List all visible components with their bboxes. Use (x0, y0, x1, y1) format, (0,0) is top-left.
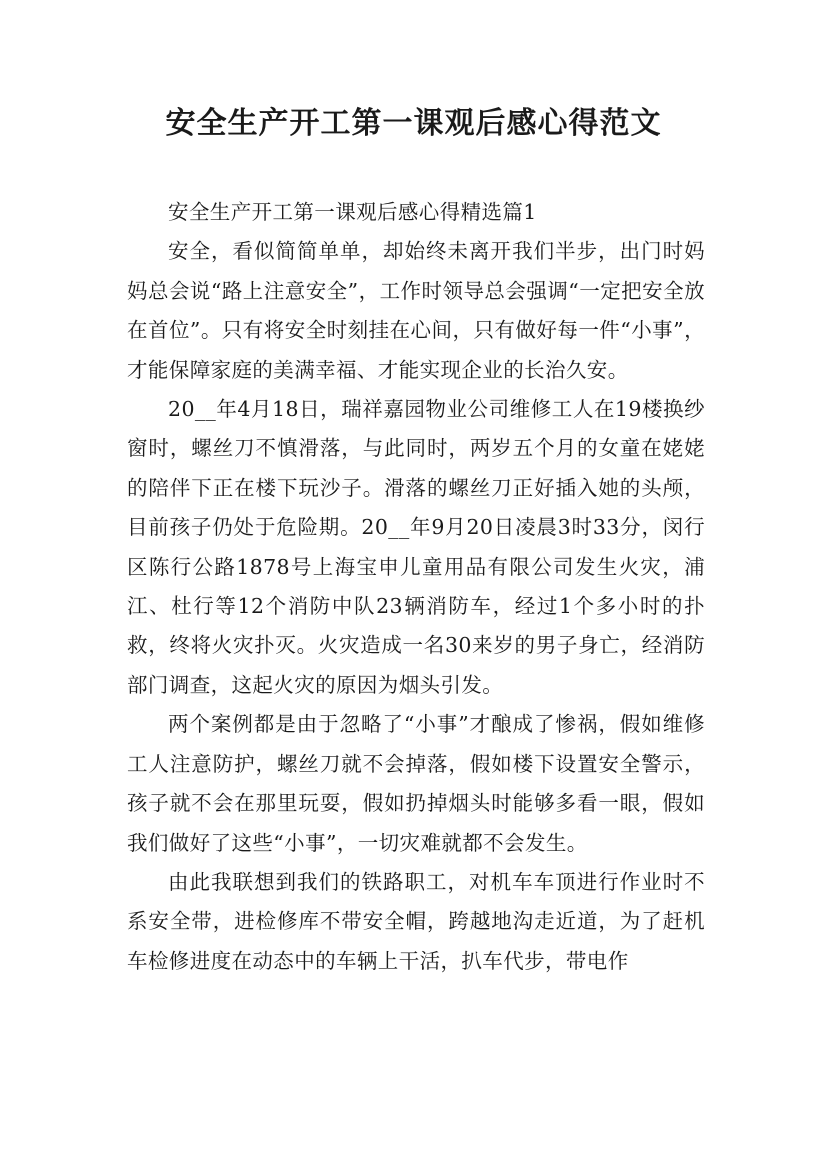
paragraph-2: 20__年4月18日，瑞祥嘉园物业公司维修工人在19楼换纱窗时，螺丝刀不慎滑落，与此同时，两岁五个月的女童在姥姥的陪伴下正在楼下玩沙子。滑落的螺丝刀正好插入她的头颅，目前孩子仍处于危险期。20__年9月20日凌晨3时33分，闵行区陈行公路1878号上海宝申儿童用品有限公司发生火灾，浦江、杜行等12个消防中队23辆消防车，经过1个多小时的扑救，终将火灾扑灭。火灾造成一名30来岁的男子身亡，经消防部门调查，这起火灾的原因为烟头引发。 (127, 397, 705, 697)
document-title: 安全生产开工第一课观后感心得范文 (165, 106, 662, 141)
document-body (127, 193, 705, 981)
section-heading: 安全生产开工第一课观后感心得精选篇1 (168, 200, 537, 224)
paragraph-4: 由此我联想到我们的铁路职工，对机车车顶进行作业时不系安全带，进检修库不带安全帽，跨越地沟走近道，为了赶机车检修进度在动态中的车辆上干活，扒车代步，带电作 (127, 869, 705, 973)
paragraph-1: 安全，看似简简单单，却始终未离开我们半步，出门时妈妈总会说“路上注意安全”，工作时领导总会强调“一定把安全放在首位”。只有将安全时刻挂在心间，只有做好每一件“小事”，才能保障家庭的美满幸福、才能实现企业的长治久安。 (127, 239, 705, 382)
paragraph-3: 两个案例都是由于忽略了“小事”才酿成了惨祸，假如维修工人注意防护，螺丝刀就不会掉落，假如楼下设置安全警示，孩子就不会在那里玩耍，假如扔掉烟头时能够多看一眼，假如我们做好了这些“小事”，一切灾难就都不会发生。 (127, 712, 705, 855)
